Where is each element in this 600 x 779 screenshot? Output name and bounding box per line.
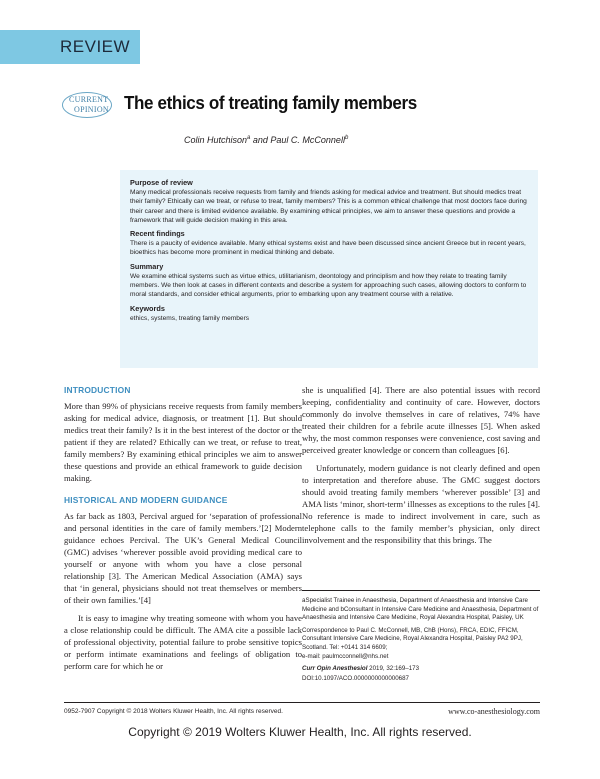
journal-citation	[302, 665, 540, 674]
findings-text: There is a paucity of evidence available. Many ethical systems exist and have been discussed since ancient Greece but in recent years, bioethics has become more prominent in medical thinking and debate.	[130, 240, 526, 257]
author-sep: and	[250, 135, 271, 145]
summary-text: We examine ethical systems such as virtue ethics, utilitarianism, deontology and principlism and how they relate to treating family members. We then look at cases in different contexts and describe a system for approaching such cases, allowing doctors to conform to moral standards, and consider ethical arguments, prior to embarking upon any treatment course with a relative.	[130, 272, 527, 299]
intro-heading: INTRODUCTION	[64, 385, 131, 395]
history-paragraph-2: It is easy to imagine why treating someone with whom you have a close relationship could be difficult. The AMA cite a possible lack of professional objectivity, potential failure to probe sensitive topics or perform intimate examinations and feelings of obligation to perform care for which he or	[64, 613, 302, 671]
history-heading: HISTORICAL AND MODERN GUIDANCE	[64, 495, 228, 505]
right-paragraph-1: she is unqualified [4]. There are also potential issues with record keeping, confidentiality and continuity of care. However, doctors commonly do involve themselves in care of relatives, 74% have treated their children for a febrile acute illnesses [5]. When asked why, the most common responses were convenience, cost saving and perceived greater knowledge or concern than colleagues [6].	[302, 385, 540, 455]
findings-heading: Recent findings	[130, 229, 185, 239]
keywords-text: ethics, systems, treating family members	[130, 314, 250, 322]
logo-line2: OPINION	[74, 105, 109, 114]
right-column	[302, 384, 540, 546]
author-line	[184, 135, 348, 145]
doi: DOI:10.1097/ACO.0000000000000687	[302, 674, 409, 682]
article-title: The ethics of treating family members	[124, 92, 417, 113]
author-2: Paul C. McConnell	[270, 135, 345, 145]
affiliations: aSpecialist Trainee in Anaesthesia, Department of Anaesthesia and Intensive Care Medicine and bConsultant in Intensive Care Medicine and Anaesthesia, Department of Anaesthesia and Intensive Care Medicine, Royal Alexandra Hospital, Paisley, UK	[302, 597, 539, 622]
correspondence	[302, 627, 540, 661]
page-footer	[64, 702, 540, 716]
author-2-affil: b	[344, 135, 349, 141]
footnote-block	[302, 590, 540, 687]
history-paragraph-1: As far back as 1803, Percival argued for ‘separation of professional and personal identities in the care of family members.’[2] Modern guidance echoes Percival. The UK’s General Medical Council (GMC) advises ‘wherever possible avoid providing medical care to yourself or anyone with whom you have a close personal relationship [3]. The American Medical Association (AMA) says that ‘in general, physicians should not treat themselves or members of their own families.’[4]	[64, 511, 302, 605]
keywords-heading: Keywords	[130, 303, 165, 313]
logo-line1: CURRENT	[69, 95, 109, 104]
intro-paragraph: More than 99% of physicians receive requests from family members asking for medical advice, diagnosis, or treatment [1]. But should medics treat their family? Is it in the best interest of the doctor or the patient if they are related? Ethically can we treat, or refuse to treat, family members? By examining ethical principles we aim to answer these questions and provide an ethical framework to guide decision making.	[64, 401, 302, 483]
copyright-banner: Copyright © 2019 Wolters Kluwer Health, Inc. All rights reserved.	[128, 725, 472, 739]
summary-heading: Summary	[130, 261, 164, 271]
right-paragraph-2: Unfortunately, modern guidance is not clearly defined and open to interpretation and therefore abuse. The GMC suggest doctors should avoid treating family members ‘wherever possible’ [3] and AMA lists ‘minor, short-term’ illnesses as exceptions to the rules [4]. No reference is made to indirect involvement in care, such as telephone calls to the family member’s physician, only direct involvement and the responsibility that this brings. The	[302, 463, 540, 545]
author-1: Colin Hutchison	[184, 135, 248, 145]
left-column	[64, 384, 302, 672]
correspondence-email: e-mail: paulmcconnell@nhs.net	[302, 652, 389, 660]
journal-name: Curr Opin Anesthesiol	[302, 665, 368, 673]
author-1-affil: a	[247, 135, 251, 141]
section-tab: REVIEW	[0, 30, 140, 64]
footer-copyright: 0952-7907 Copyright © 2018 Wolters Kluwer Health, Inc. All rights reserved.	[64, 707, 283, 715]
purpose-text: Many medical professionals receive requests from family and friends asking for medical advice and treatment. But should medics treat their family? Ethically can we treat, or refuse to treat, family members? This is a common ethical challenge that most doctors face during their career and there is limited evidence available. By examining ethical principles, we aim to answer these questions and provide a framework that will guide decision making in this area.	[130, 189, 527, 224]
citation: 2019, 32:169–173	[367, 665, 420, 673]
current-opinion-logo	[62, 90, 114, 120]
purpose-heading: Purpose of review	[130, 178, 193, 187]
footer-url[interactable]: www.co-anesthesiology.com	[448, 706, 540, 716]
abstract-box	[120, 170, 538, 368]
correspondence-text: Correspondence to Paul C. McConnell, MB, ChB (Hons), FRCA, EDIC, FFICM, Consultant Intensive Care Medicine, Royal Alexandra Hospital, Paisley PA2 9PJ, Scotland. Tel: +0141 314 6609;	[302, 626, 523, 651]
